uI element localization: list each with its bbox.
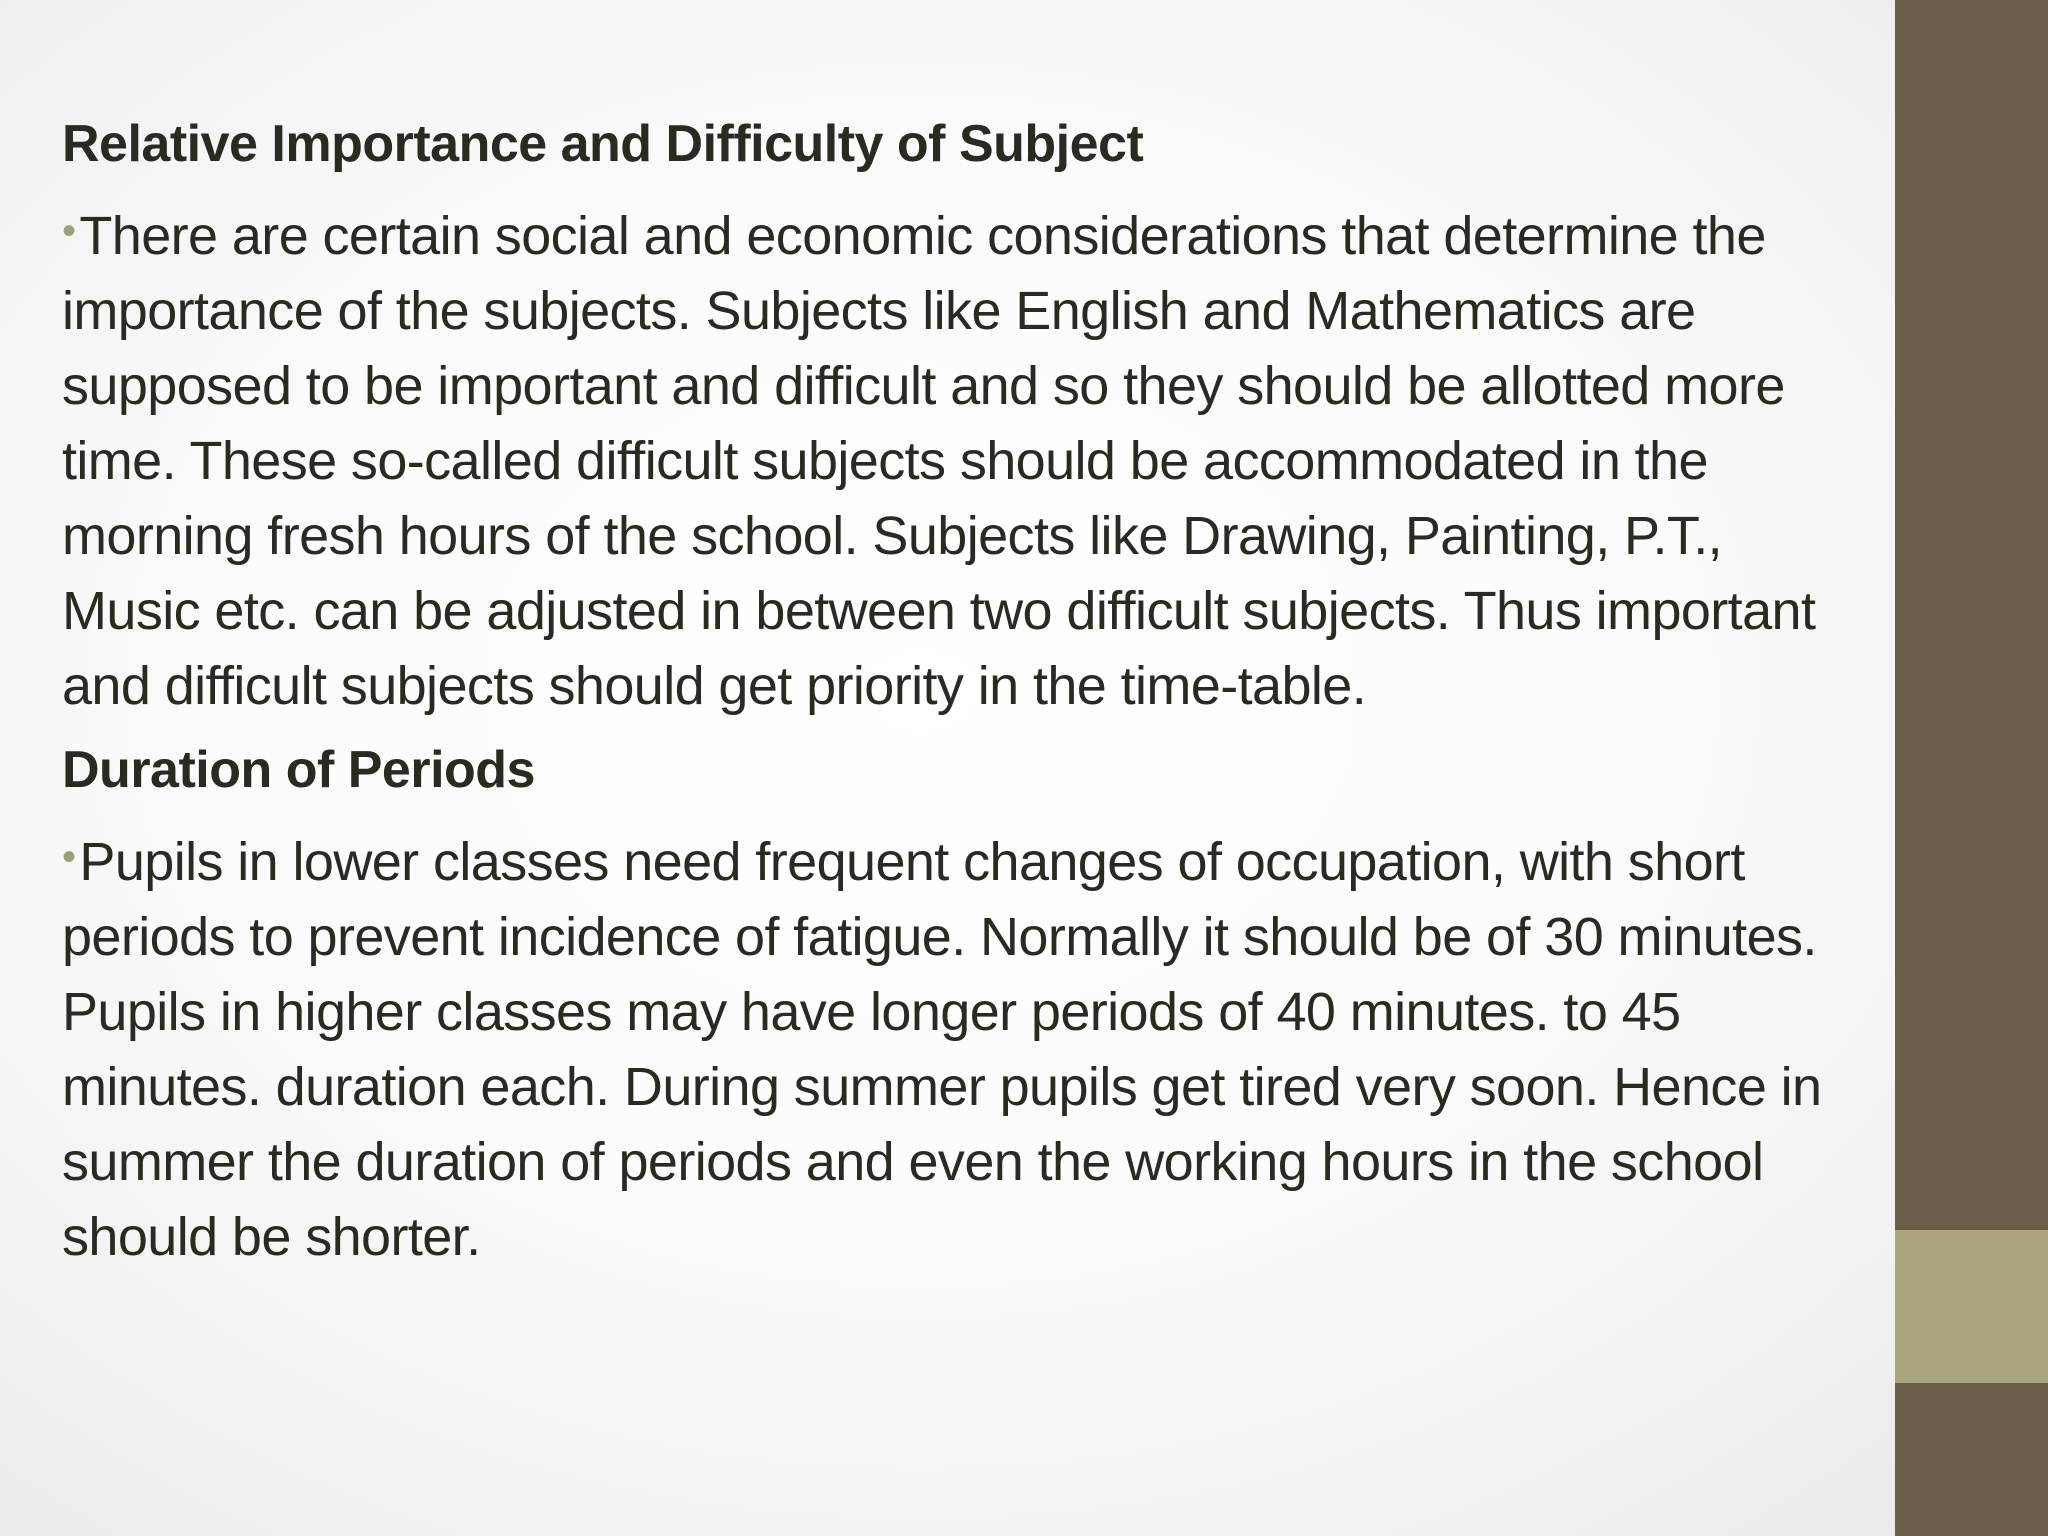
slide-content bbox=[62, 108, 1862, 1285]
paragraph-importance-text: There are certain social and economic considerations that determine the importance of the subjects. Subjects like English and Mathematics are supposed to be important and difficult and so they should be allotted more time. These so-called difficult subjects should be accommodated in the morning fresh hours of the school. Subjects like Drawing, Painting, P.T., Music etc. can be adjusted in between two difficult subjects. Thus important and difficult subjects should get priority in the time-table. bbox=[62, 206, 1816, 716]
section-heading-importance: Relative Importance and Difficulty of Subject bbox=[62, 115, 1144, 173]
paragraph-duration-text: Pupils in lower classes need frequent changes of occupation, with short periods to prevent incidence of fatigue. Normally it should be of 30 minutes. Pupils in higher classes may have longer periods of 40 minutes. to 45 minutes. duration each. During summer pupils get tired very soon. Hence in summer the duration of periods and even the working hours in the school should be shorter. bbox=[62, 832, 1822, 1267]
bullet-icon: • bbox=[62, 209, 76, 253]
section-heading-duration: Duration of Periods bbox=[62, 741, 535, 799]
bullet-icon: • bbox=[62, 835, 76, 879]
paragraph-duration bbox=[62, 820, 1862, 1275]
decorative-sidebar-accent bbox=[1895, 1230, 2048, 1383]
paragraph-importance bbox=[62, 194, 1862, 724]
